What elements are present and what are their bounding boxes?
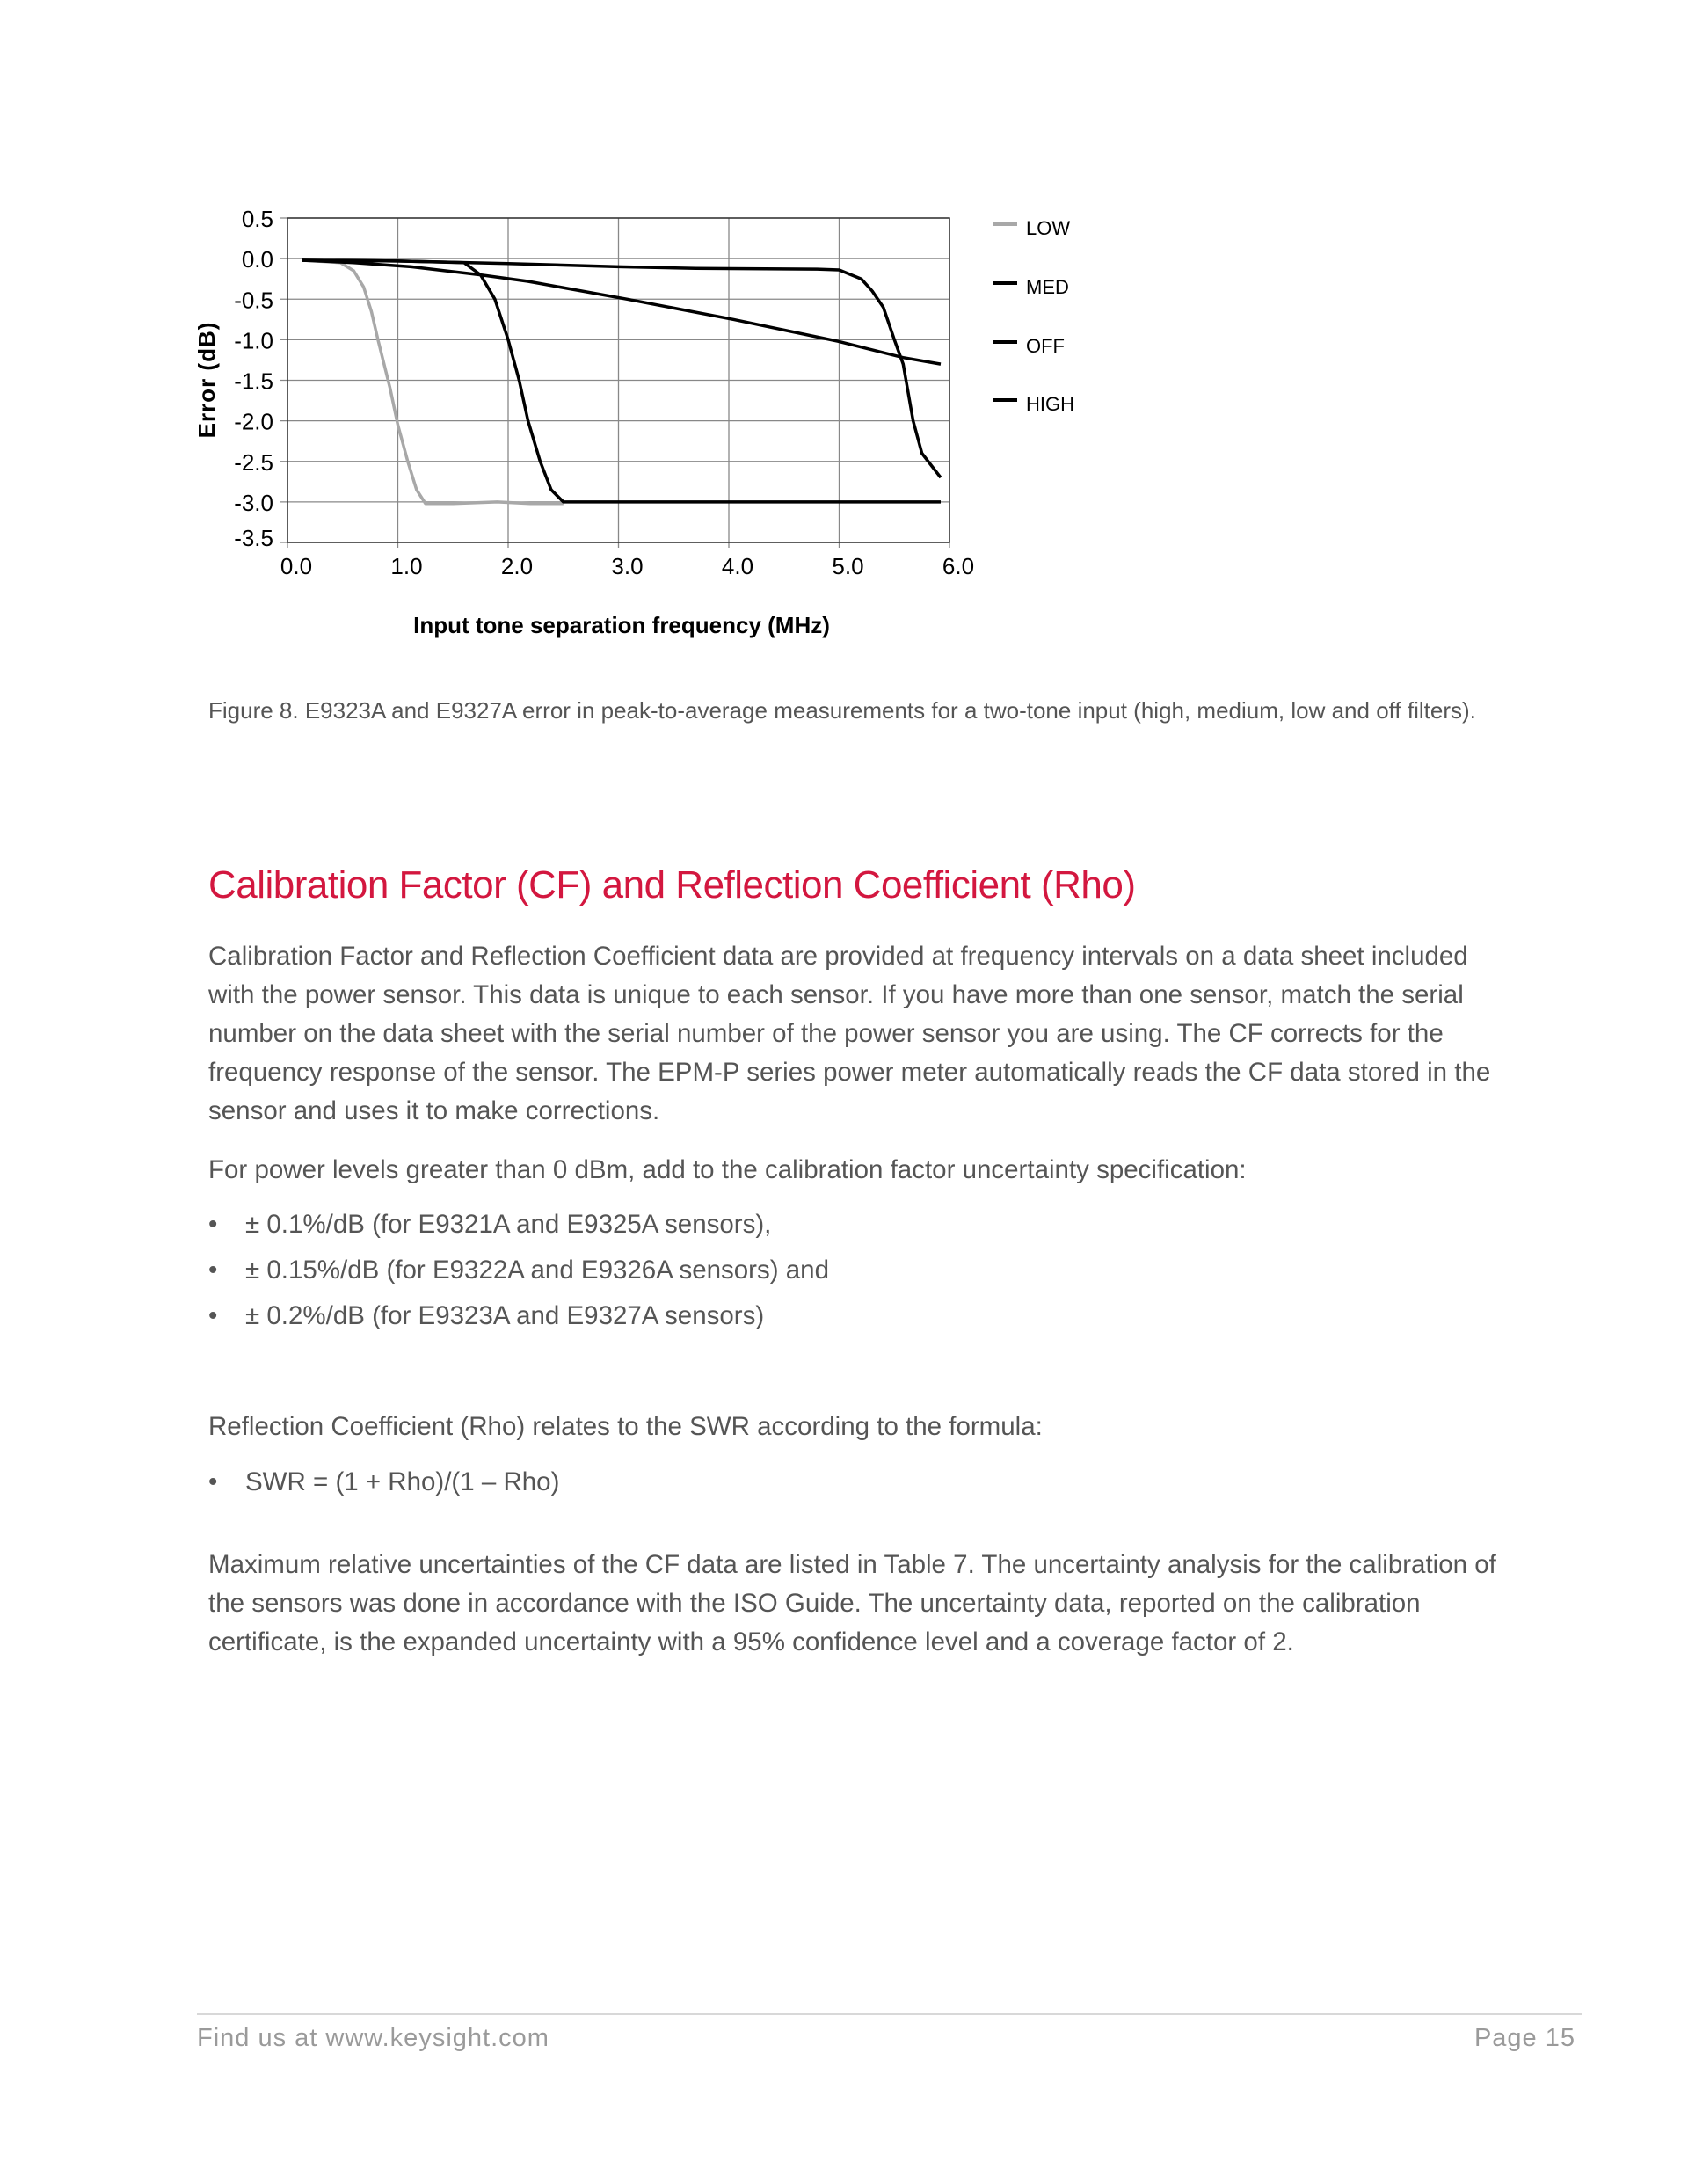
list-item [208,1205,771,1244]
formula-item [208,1463,559,1502]
x-tick-label: 4.0 [721,553,754,579]
legend-label-off: OFF [1026,335,1065,357]
list-item-text: ± 0.2%/dB (for E9323A and E9327A sensors) [245,1301,765,1330]
y-tick-label: -3.0 [234,489,273,516]
paragraph-cf-intro: Calibration Factor and Reflection Coefficient data are provided at frequency intervals on a data sheet included with the power sensor. This data is unique to each sensor. If you have more than one sensor, match the serial number on the data sheet with the serial number of the power sensor you are using. The CF corrects for the frequency response of the sensor. The EPM-P series power meter automatically reads the CF data stored in the sensor and uses it to make corrections. [208,942,1491,1125]
x-tick-label: 2.0 [500,553,534,579]
x-tick-label: 1.0 [390,553,423,579]
x-tick-label: 3.0 [611,553,644,579]
x-tick-label: 6.0 [942,553,975,579]
formula-text: SWR = (1 + Rho)/(1 – Rho) [245,1467,560,1496]
x-tick-label: 0.0 [280,553,313,579]
list-item-text: ± 0.1%/dB (for E9321A and E9325A sensors), [245,1210,772,1239]
legend-label-med: MED [1026,276,1069,298]
y-axis-title: Error (dB) [193,321,220,439]
figure-caption: Figure 8. E9323A and E9327A error in peak-to-average measurements for a two-tone input (high, medium, low and off filters). [208,697,1476,724]
y-tick-label: -1.5 [234,368,273,395]
page-number: Page 15 [1473,2024,1575,2052]
y-tick-label: -2.0 [234,408,273,435]
list-item [208,1251,829,1290]
legend-label-low: LOW [1026,217,1071,239]
list-item [208,1297,764,1336]
y-tick-label: 0.5 [241,206,273,232]
series-line-low [302,260,564,504]
footer-website-link[interactable]: Find us at www.keysight.com [197,2024,549,2052]
y-tick-label: 0.0 [241,246,273,273]
y-tick-label: -3.5 [234,525,273,551]
paragraph-power-levels: For power levels greater than 0 dBm, add to the calibration factor uncertainty specification: [208,1155,1247,1184]
y-tick-label: -2.5 [234,448,273,476]
error-chart [0,0,1143,651]
x-axis-title: Input tone separation frequency (MHz) [413,612,830,638]
legend-label-high: HIGH [1026,393,1074,415]
y-tick-label: -0.5 [234,287,273,314]
paragraph-rho: Reflection Coefficient (Rho) relates to the SWR according to the formula: [208,1412,1043,1441]
bullet-icon: • [208,1210,218,1239]
bullet-icon: • [208,1467,218,1496]
list-item-text: ± 0.15%/dB (for E9322A and E9326A sensors) and [245,1256,829,1285]
x-tick-label: 5.0 [832,553,864,579]
footer-divider [197,2013,1582,2015]
bullet-icon: • [208,1301,218,1330]
y-tick-label: -1.0 [234,327,273,354]
bullet-icon: • [208,1256,218,1285]
paragraph-uncertainty: Maximum relative uncertainties of the CF data are listed in Table 7. The uncertainty analysis for the calibration of the sensors was done in accordance with the ISO Guide. The uncertainty data, reported on the calibration certificate, is the expanded uncertainty with a 95% confidence level and a coverage factor of 2. [208,1550,1496,1656]
section-heading: Calibration Factor (CF) and Reflection Coefficient (Rho) [208,863,1136,906]
